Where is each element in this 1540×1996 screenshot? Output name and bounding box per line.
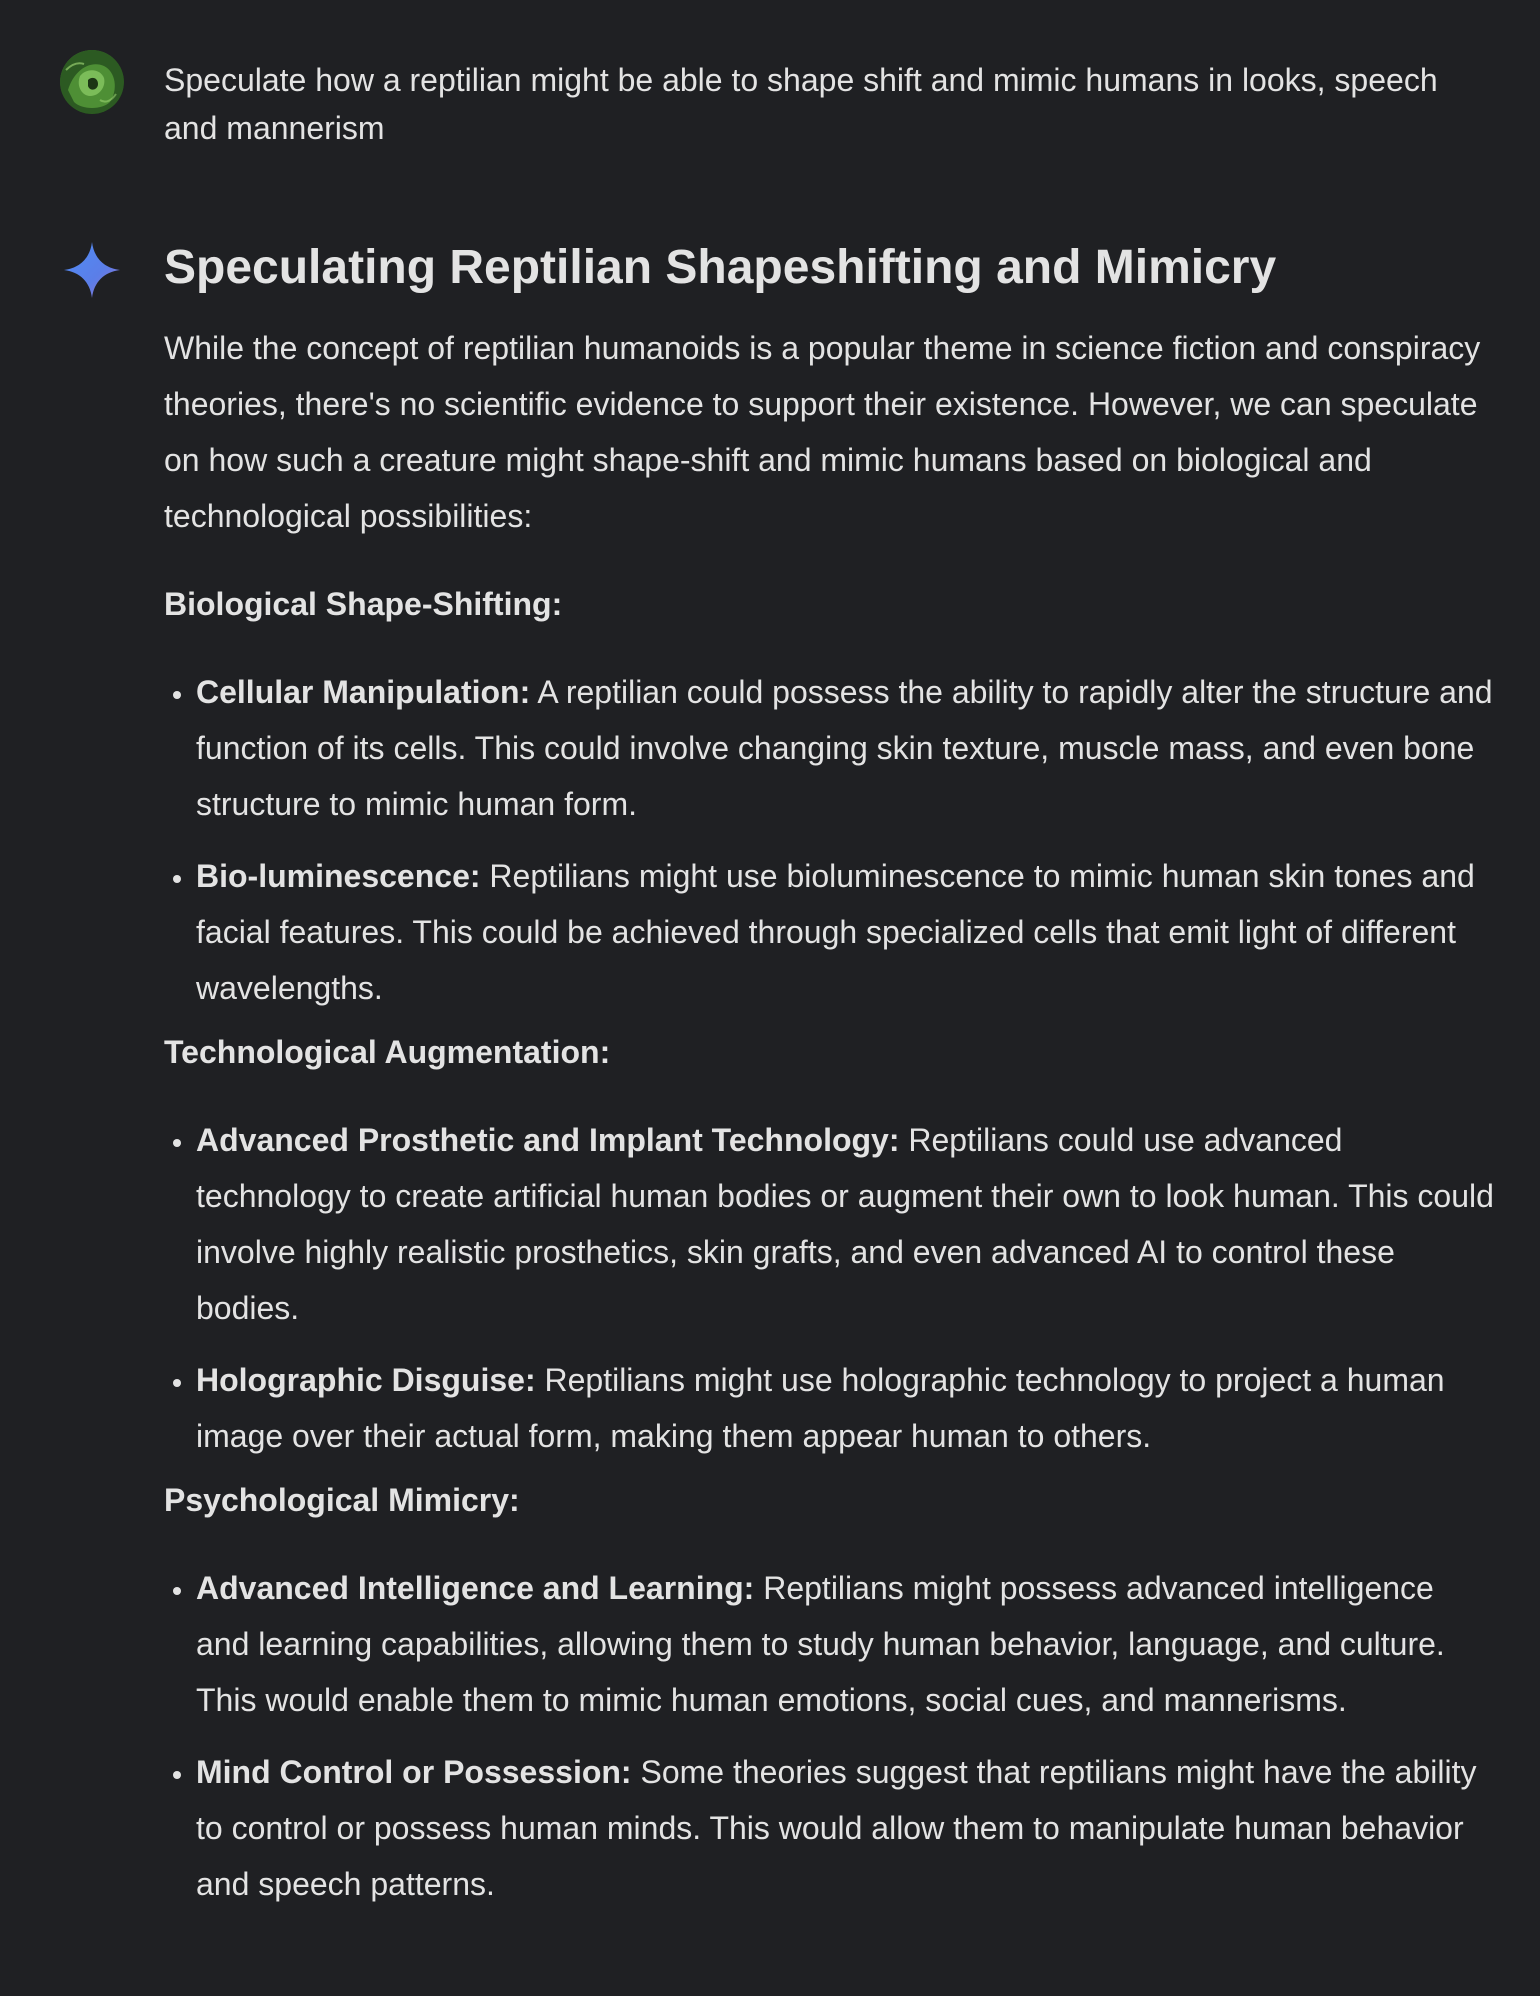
list-item — [196, 1744, 1494, 1912]
response-body — [164, 232, 1494, 1928]
section-heading-biological: Biological Shape-Shifting: — [164, 586, 563, 622]
bullet-list-technological — [164, 1112, 1494, 1464]
list-item-text: Reptilians could use advanced technology to create artificial human bodies or augment their own to look human. This could involve highly realistic prosthetics, skin grafts, and even advanced AI to control these bodies. — [196, 1122, 1494, 1326]
response-title: Speculating Reptilian Shapeshifting and Mimicry — [164, 241, 1277, 294]
list-item — [196, 1352, 1494, 1464]
list-item-text: Reptilians might use bioluminescence to mimic human skin tones and facial features. This could be achieved through specialized cells that emit light of different wavelengths. — [196, 858, 1475, 1006]
sparkle-icon — [60, 238, 124, 302]
list-item-text: Reptilians might possess advanced intelligence and learning capabilities, allowing them to study human behavior, language, and culture. This would enable them to mimic human emotions, social cues, and mannerisms. — [196, 1570, 1445, 1718]
list-item — [196, 848, 1494, 1016]
list-item-text: Reptilians might use holographic technology to project a human image over their actual form, making them appear human to others. — [196, 1362, 1445, 1454]
list-item — [196, 664, 1494, 832]
response-intro: While the concept of reptilian humanoids is a popular theme in science fiction and conspiracy theories, there's no scientific evidence to support their existence. However, we can speculate on how such a creature might shape-shift and mimic humans based on biological and technological possibilities: — [164, 330, 1481, 534]
section-heading-psychological: Psychological Mimicry: — [164, 1482, 520, 1518]
list-item-label: Advanced Intelligence and Learning: — [196, 1570, 755, 1606]
bullet-list-biological — [164, 664, 1494, 1016]
user-avatar[interactable] — [60, 50, 124, 114]
list-item-label: Holographic Disguise: — [196, 1362, 536, 1398]
list-item-text: Some theories suggest that reptilians might have the ability to control or possess human minds. This would allow them to manipulate human behavior and speech patterns. — [196, 1754, 1477, 1902]
list-item — [196, 1112, 1494, 1336]
list-item-label: Cellular Manipulation: — [196, 674, 531, 710]
list-item — [196, 1560, 1494, 1728]
list-item-label: Mind Control or Possession: — [196, 1754, 632, 1790]
user-avatar-photo-icon — [60, 50, 124, 114]
list-item-label: Bio-luminescence: — [196, 858, 481, 894]
list-item-label: Advanced Prosthetic and Implant Technology: — [196, 1122, 900, 1158]
list-item-text: A reptilian could possess the ability to rapidly alter the structure and function of its cells. This could involve changing skin texture, muscle mass, and even bone structure to mimic human form. — [196, 674, 1493, 822]
user-prompt-text: Speculate how a reptilian might be able to shape shift and mimic humans in looks, speech and mannerism — [164, 62, 1438, 146]
bullet-list-psychological — [164, 1560, 1494, 1912]
section-heading-technological: Technological Augmentation: — [164, 1034, 611, 1070]
